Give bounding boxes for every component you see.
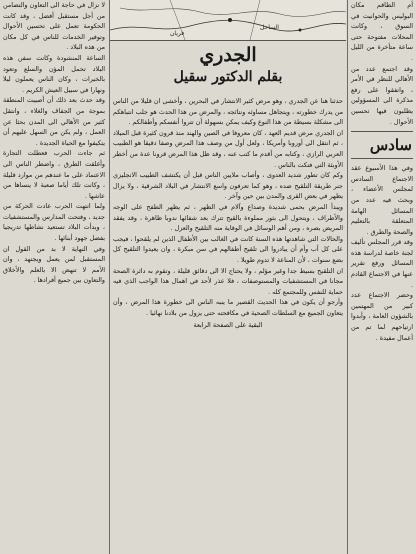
left-paragraph: وفي النهاية لا بد من القول ان المستقبل لمن يعمل ويجتهد ، وان الأمم لا تنهض الا بالعلم والأخلاق والتعاون بين جميع أفرادها . [3,244,105,285]
article-paragraph: حدثنا هنا عن الجدري ، وهو مرض كثير الانتشار في البحرين ، وأخشى ان قليلا من الناس من يدرك خطورته ، ويتجاهل مساوئه ونتائجه ، والمرض من هذا الحدث هو جلب انتباهكم الى مشكلة بسيطة من هذا النوع وكيف يمكن بسهولة أن تتروا أنفسكم وأطفالكم . [113,97,343,127]
section-separator [351,158,413,159]
article-paragraph: ان الجدري مرض قديم العهد ، كان معروفا في الصين والهند منذ قرون كثيرة قبل الميلاد ، ثم انتقل الى أوروبا وأمريكا ، ولعل أول من وصف هذا المرض وصفا دقيقا هو الطبيب العربي الرازي ، وكتابه من أقدم ما كتب عنه ، وقد ظل هذا المرض قرونا عدة من أخطر الأوبئة التي فتكت بالناس . [113,128,343,169]
map-drawing [110,0,346,40]
left-paragraph: ولما انتهت الحرب عادت الحركة من جديد ، وفتحت المدارس والمستشفيات ، وبدأت البلاد تستعيد نشاطها تدريجيا بفضل جهود أبنائها . [3,202,105,243]
continuation-note: البقية على الصفحة الرابعة [193,321,263,330]
right-paragraph: وحضر الاجتماع عدد كبير من المهتمين بالشؤون العامة ، وأبدوا ارتياحهم لما تم من أعمال مفيدة . [351,291,413,342]
map-illustration [110,0,346,41]
left-column [0,0,108,554]
article-paragraph: ويبدأ المرض بحمى شديدة وصداع وآلام في الظهر ، ثم يظهر الطفح على الوجه والأطراف ، ويتحول الى بثور مملوءة بالقيح تترك بعد شفائها ندوبا ظاهرة ، وقد يفقد المريض بصره ، ومن أهم الوسائل في الوقاية منه التلقيح والعزل . [113,202,343,233]
right-paragraph: وفي هذا الأسبوع عقد الاجتماع السادس لمجلس الأعضاء ، وبحث فيه عدد من المسائل الهامة المتعلقة بالتعليم والصحة والطرق . [351,164,413,236]
article-header [110,44,346,86]
article-paragraph: وأرجو أن يكون في هذا الحديث القصير ما ينبه الناس الى خطورة هذا المرض ، وأن يتعاون الجميع مع السلطات الصحية في مكافحته حتى يزول من بلادنا نهائيا . [113,298,343,317]
article-paragraph: والحالات التي شاهدتها هذه السنة كانت في الغالب بين الأطفال الذين لم يلقحوا ، فيجب على كل أب وأم أن يبادروا الى تلقيح أطفالهم في سن مبكرة ، وان يعيدوا التلقيح كل بضع سنوات ، لأن المناعة لا تدوم طويلا . [113,234,343,264]
map-label-2: فريان [170,30,185,37]
map-label-1: الساحل [260,24,279,31]
article-paragraph: ان التلقيح بسيط جدا وغير مؤلم ، ولا يحتاج الا الى دقائق قليلة ، وتقوم به دائرة الصحة مجانا في المستشفيات والمستوصفات ، فلا عذر لأحد في اهمال هذا الواجب الذي فيه حماية للنفس وللمجتمع كله . [113,266,343,296]
right-column-heading: سادس [369,136,412,155]
left-paragraph: ثم جاءت الحرب فعطلت التجارة وأغلقت الطرق ، واضطر الناس الى الاعتماد على ما عندهم من موارد قليلة ، وكانت تلك أياما صعبة لا ينساها من عاشها . [3,149,105,200]
right-column [348,0,416,554]
right-paragraph: أم الطاقم مكان البوليس والحوانيت في السوق ، وكانت المحلات مفتوحة حتى ساعة متأخرة من الليل . [351,1,413,62]
right-paragraph: وقد قرر المجلس تأليف لجنة خاصة لدراسة هذه المسائل ورفع تقرير عنها في الاجتماع القادم . [351,238,413,289]
right-paragraph: وقد اجتمع عدد من الأهالي للنظر في الأمر ، واتفقوا على رفع مذكرة الى المسؤولين يطلبون فيها تحسين الأحوال . [351,64,413,126]
article-paragraph: وكم كان تطور شديد العدوى ، وأصاب ملايين الناس قبل أن يكتشف الطبيب الانجليزي جنر طريقة التلقيح ضده ، وهو كما تعرفون واسع الانتشار في البلاد الشرقية ، ولا يزال يظهر في بعض القرى والمدن بين حين وآخر . [113,171,343,201]
left-paragraph: وقد حدث بعد ذلك أن أصيبت المنطقة بموجة من الجفاف والغلاء ، وانتقل كثير من الأهالي الى المدن بحثا عن العمل ، ولم يكن من السهل عليهم أن يتكيفوا مع الحياة الجديدة . [3,96,105,147]
left-paragraph: الساعة المنشودة وكانت سفن هذه البلاد تحمل المؤن والسلع وتعود بالخيرات ، وكان الناس يعملون ليلا ونهارا في سبيل العيش الكريم . [3,53,105,94]
left-paragraph: لا نزال في حاجة الى التعاون والتضامن من أجل مستقبل أفضل ، وقد كانت الحكومة تعمل على تحسين الأحوال وتوفير الخدمات للناس في كل مكان من هذه البلاد . [3,1,105,52]
column-divider [109,0,110,554]
section-separator [351,131,413,132]
article-title: الجدري [199,44,257,66]
article-byline: بقلم الدكتور سقيل [173,69,283,85]
article-body [110,96,346,554]
